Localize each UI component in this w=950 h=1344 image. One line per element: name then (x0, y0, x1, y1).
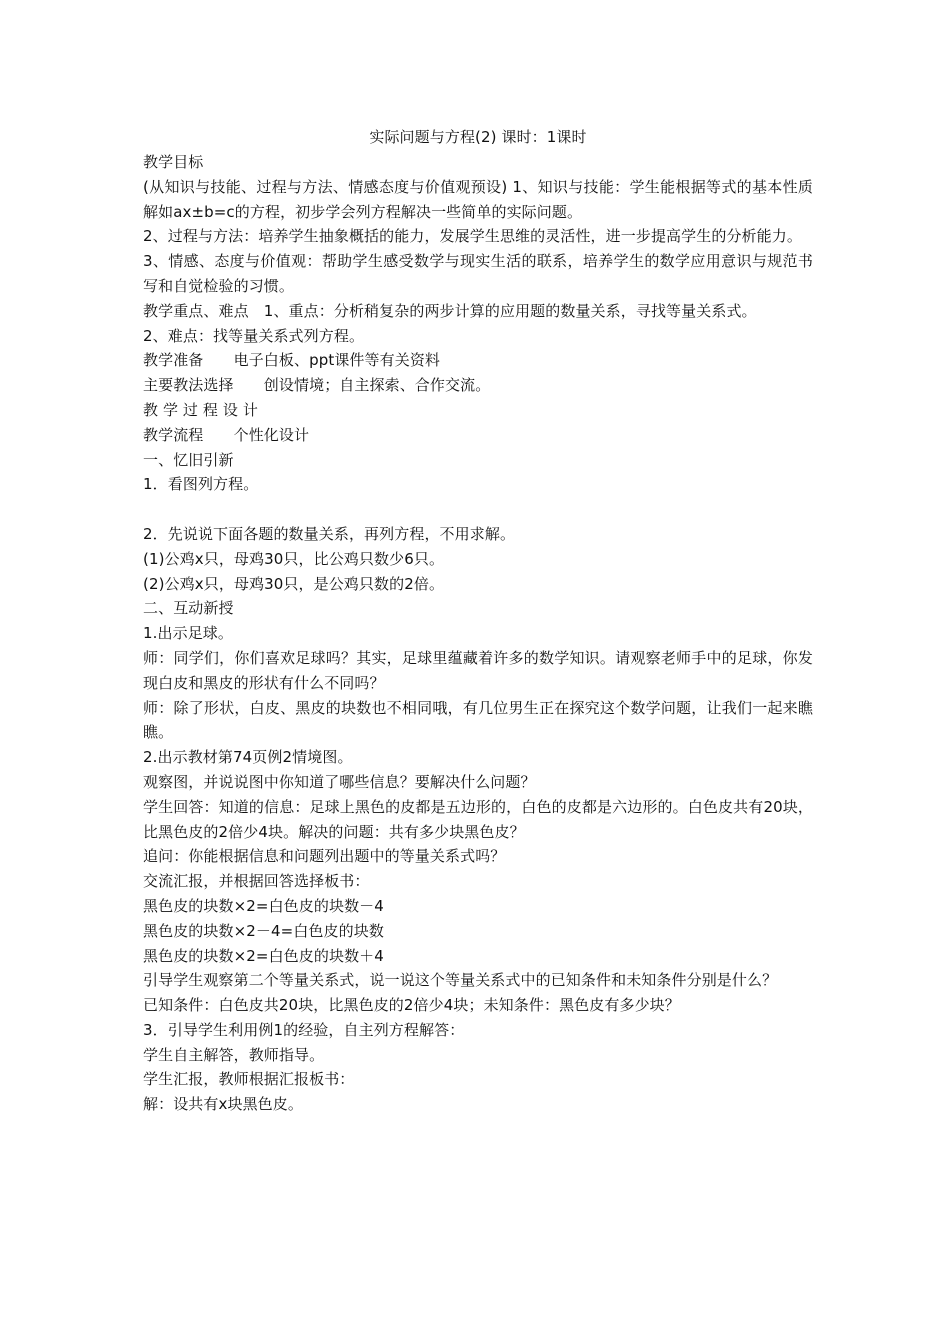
item-show-football: 1.出示足球。 (143, 624, 234, 643)
paragraph-conditions: 已知条件：白色皮共20块，比黑色皮的2倍少4块；未知条件：黑色皮有多少块？ (143, 996, 680, 1015)
paragraph-report: 交流汇报，并根据回答选择板书： (143, 872, 370, 891)
section-new-lesson: 二、互动新授 (143, 599, 234, 618)
paragraph-knowledge-skills: (从知识与技能、过程与方法、情感态度与价值观预设) 1、知识与技能：学生能根据等式的基本性质解如ax±b=c的方程，初步学会列方程解决一些简单的实际问题。 (143, 177, 813, 221)
paragraph-follow-up: 追问：你能根据信息和问题列出题中的等量关系式吗？ (143, 847, 506, 866)
heading-flow: 教学流程 个性化设计 (143, 425, 310, 444)
item-look-and-write: 1．看图列方程。 (143, 475, 259, 494)
page-title: 实际问题与方程(2) 课时：1课时 (369, 128, 587, 146)
paragraph-self-solve: 学生自主解答，教师指导。 (143, 1045, 325, 1064)
item-problem-2: (2)公鸡x只，母鸡30只，是公鸡只数的2倍。 (143, 574, 445, 593)
paragraph-observe: 观察图，并说说图中你知道了哪些信息？要解决什么问题？ (143, 772, 536, 791)
document-body (143, 124, 813, 1117)
paragraph-teaching-method: 主要教法选择 创设情境；自主探索、合作交流。 (143, 376, 491, 395)
paragraph-solution: 解：设共有x块黑色皮。 (143, 1095, 303, 1114)
equation-3: 黑色皮的块数×2=白色皮的块数＋4 (143, 946, 384, 965)
paragraph-emotion-values: 3、情感、态度与价值观：帮助学生感受数学与现实生活的联系，培养学生的数学应用意识与规范书写和自觉检验的习惯。 (143, 252, 813, 295)
paragraph-teacher-question-1: 师：同学们，你们喜欢足球吗？其实，足球里蕴藏着许多的数学知识。请观察老师手中的足球，你发现白皮和黑皮的形状有什么不同吗？ (143, 648, 813, 692)
paragraph-teacher-question-2: 师：除了形状，白皮、黑皮的块数也不相同哦，有几位男生正在探究这个数学问题，让我们一起来瞧瞧。 (143, 698, 813, 742)
item-guide-solve: 3．引导学生利用例1的经验，自主列方程解答： (143, 1020, 465, 1039)
item-quantity-relations: 2．先说说下面各题的数量关系，再列方程，不用求解。 (143, 524, 516, 543)
section-review: 一、忆旧引新 (143, 450, 234, 469)
paragraph-student-report: 学生汇报，教师根据汇报板书： (143, 1070, 355, 1089)
equation-2: 黑色皮的块数×2－4=白色皮的块数 (143, 921, 384, 940)
item-show-textbook: 2.出示教材第74页例2情境图。 (143, 748, 353, 767)
blank-line (143, 497, 813, 522)
paragraph-key-points: 教学重点、难点 1、重点：分析稍复杂的两步计算的应用题的数量关系，寻找等量关系式。 (143, 301, 757, 320)
paragraph-student-answer: 学生回答：知道的信息：足球上黑色的皮都是五边形的，白色的皮都是六边形的。白色皮共有20块，比黑色皮的2倍少4块。解决的问题：共有多少块黑色皮？ (143, 797, 813, 841)
equation-1: 黑色皮的块数×2=白色皮的块数－4 (143, 896, 384, 915)
item-problem-1: (1)公鸡x只，母鸡30只，比公鸡只数少6只。 (143, 549, 445, 568)
heading-teaching-goals: 教学目标 (143, 153, 204, 171)
paragraph-preparation: 教学准备 电子白板、ppt课件等有关资料 (143, 351, 441, 370)
paragraph-process-method: 2、过程与方法：培养学生抽象概括的能力，发展学生思维的灵活性，进一步提高学生的分析能力。 (143, 227, 802, 246)
heading-process-design: 教 学 过 程 设 计 (143, 400, 258, 419)
paragraph-difficulty: 2、难点：找等量关系式列方程。 (143, 326, 365, 345)
paragraph-guide-observe: 引导学生观察第二个等量关系式，说一说这个等量关系式中的已知条件和未知条件分别是什么？ (143, 971, 778, 990)
